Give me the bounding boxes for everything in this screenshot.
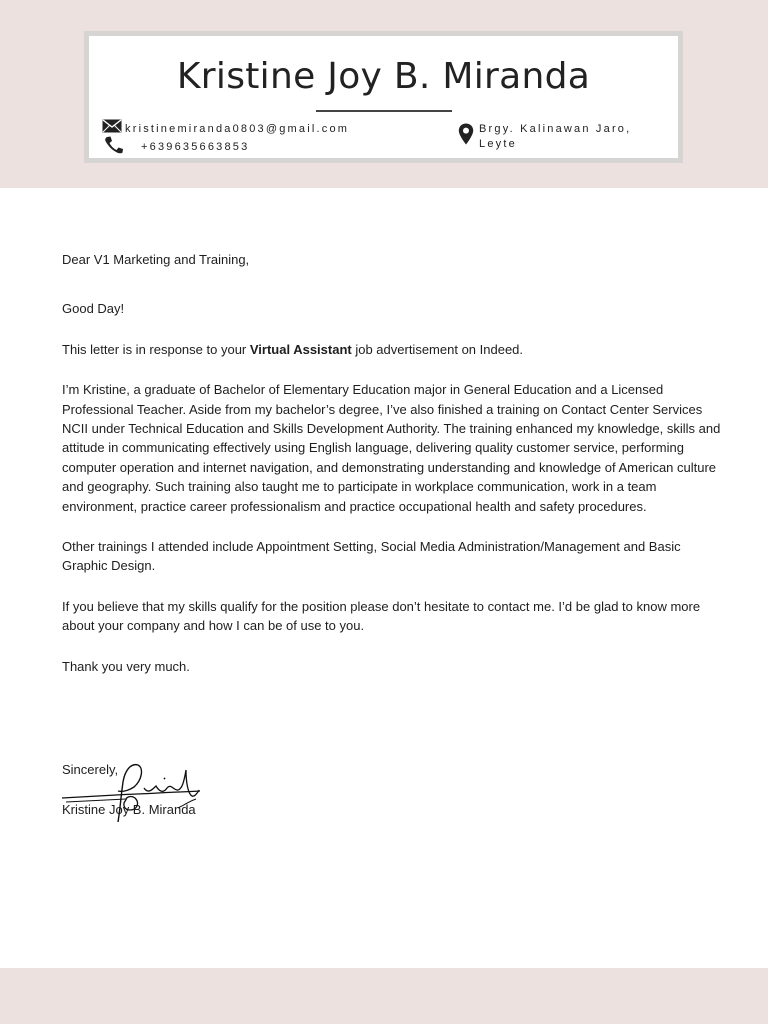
salutation: Dear V1 Marketing and Training, bbox=[62, 252, 250, 267]
phone-text: +639635663853 bbox=[141, 141, 250, 153]
header-card bbox=[84, 31, 683, 163]
intro-text-end: job advertisement on Indeed. bbox=[351, 341, 524, 357]
thanks-line: Thank you very much. bbox=[62, 658, 190, 674]
letter-body bbox=[62, 250, 722, 738]
signature-name: Kristine Joy B. Miranda bbox=[62, 802, 196, 818]
applicant-name: Kristine Joy B. Miranda bbox=[176, 56, 591, 97]
name-divider bbox=[316, 110, 452, 112]
phone-icon bbox=[104, 136, 124, 159]
greeting: Good Day! bbox=[62, 301, 125, 317]
intro-text-start: This letter is in response to your bbox=[62, 341, 250, 357]
intro-paragraph bbox=[62, 340, 722, 359]
job-title: Virtual Assistant bbox=[249, 341, 352, 357]
contact-paragraph: If you believe that my skills qualify for the position please don’t hesitate to contact me. I’d be glad to know more about your company and how I can be of use to you. bbox=[62, 598, 701, 634]
email-text: kristinemiranda0803@gmail.com bbox=[125, 123, 350, 135]
footer-band bbox=[0, 968, 768, 1024]
location-pin-icon bbox=[458, 123, 474, 150]
closing-text: Sincerely, bbox=[62, 762, 119, 777]
address-text: Brgy. Kalinawan Jaro, Leyte bbox=[479, 123, 632, 150]
handwritten-signature bbox=[60, 760, 210, 830]
trainings-paragraph: Other trainings I attended include Appointment Setting, Social Media Administration/Management and Basic Graphic Design. bbox=[62, 539, 681, 574]
background-paragraph: I’m Kristine, a graduate of Bachelor of Elementary Education major in General Education and a Licensed Professional Teacher. Aside from my bachelor’s degree, I’ve also finished a training on Contact Center Services NCII under Technical Education and Skills Development Authority. The training enhanced my knowledge, skills and attitude in communicating effectively using English language, delivering quality customer service, performing computer operation and internet navigation, and demonstrating understanding and knowledge of American culture and geography. Such training also taught me to participate in workplace communication, work in a team environment, practice career professionalism and practice occupational health and safety procedures. bbox=[62, 382, 721, 514]
